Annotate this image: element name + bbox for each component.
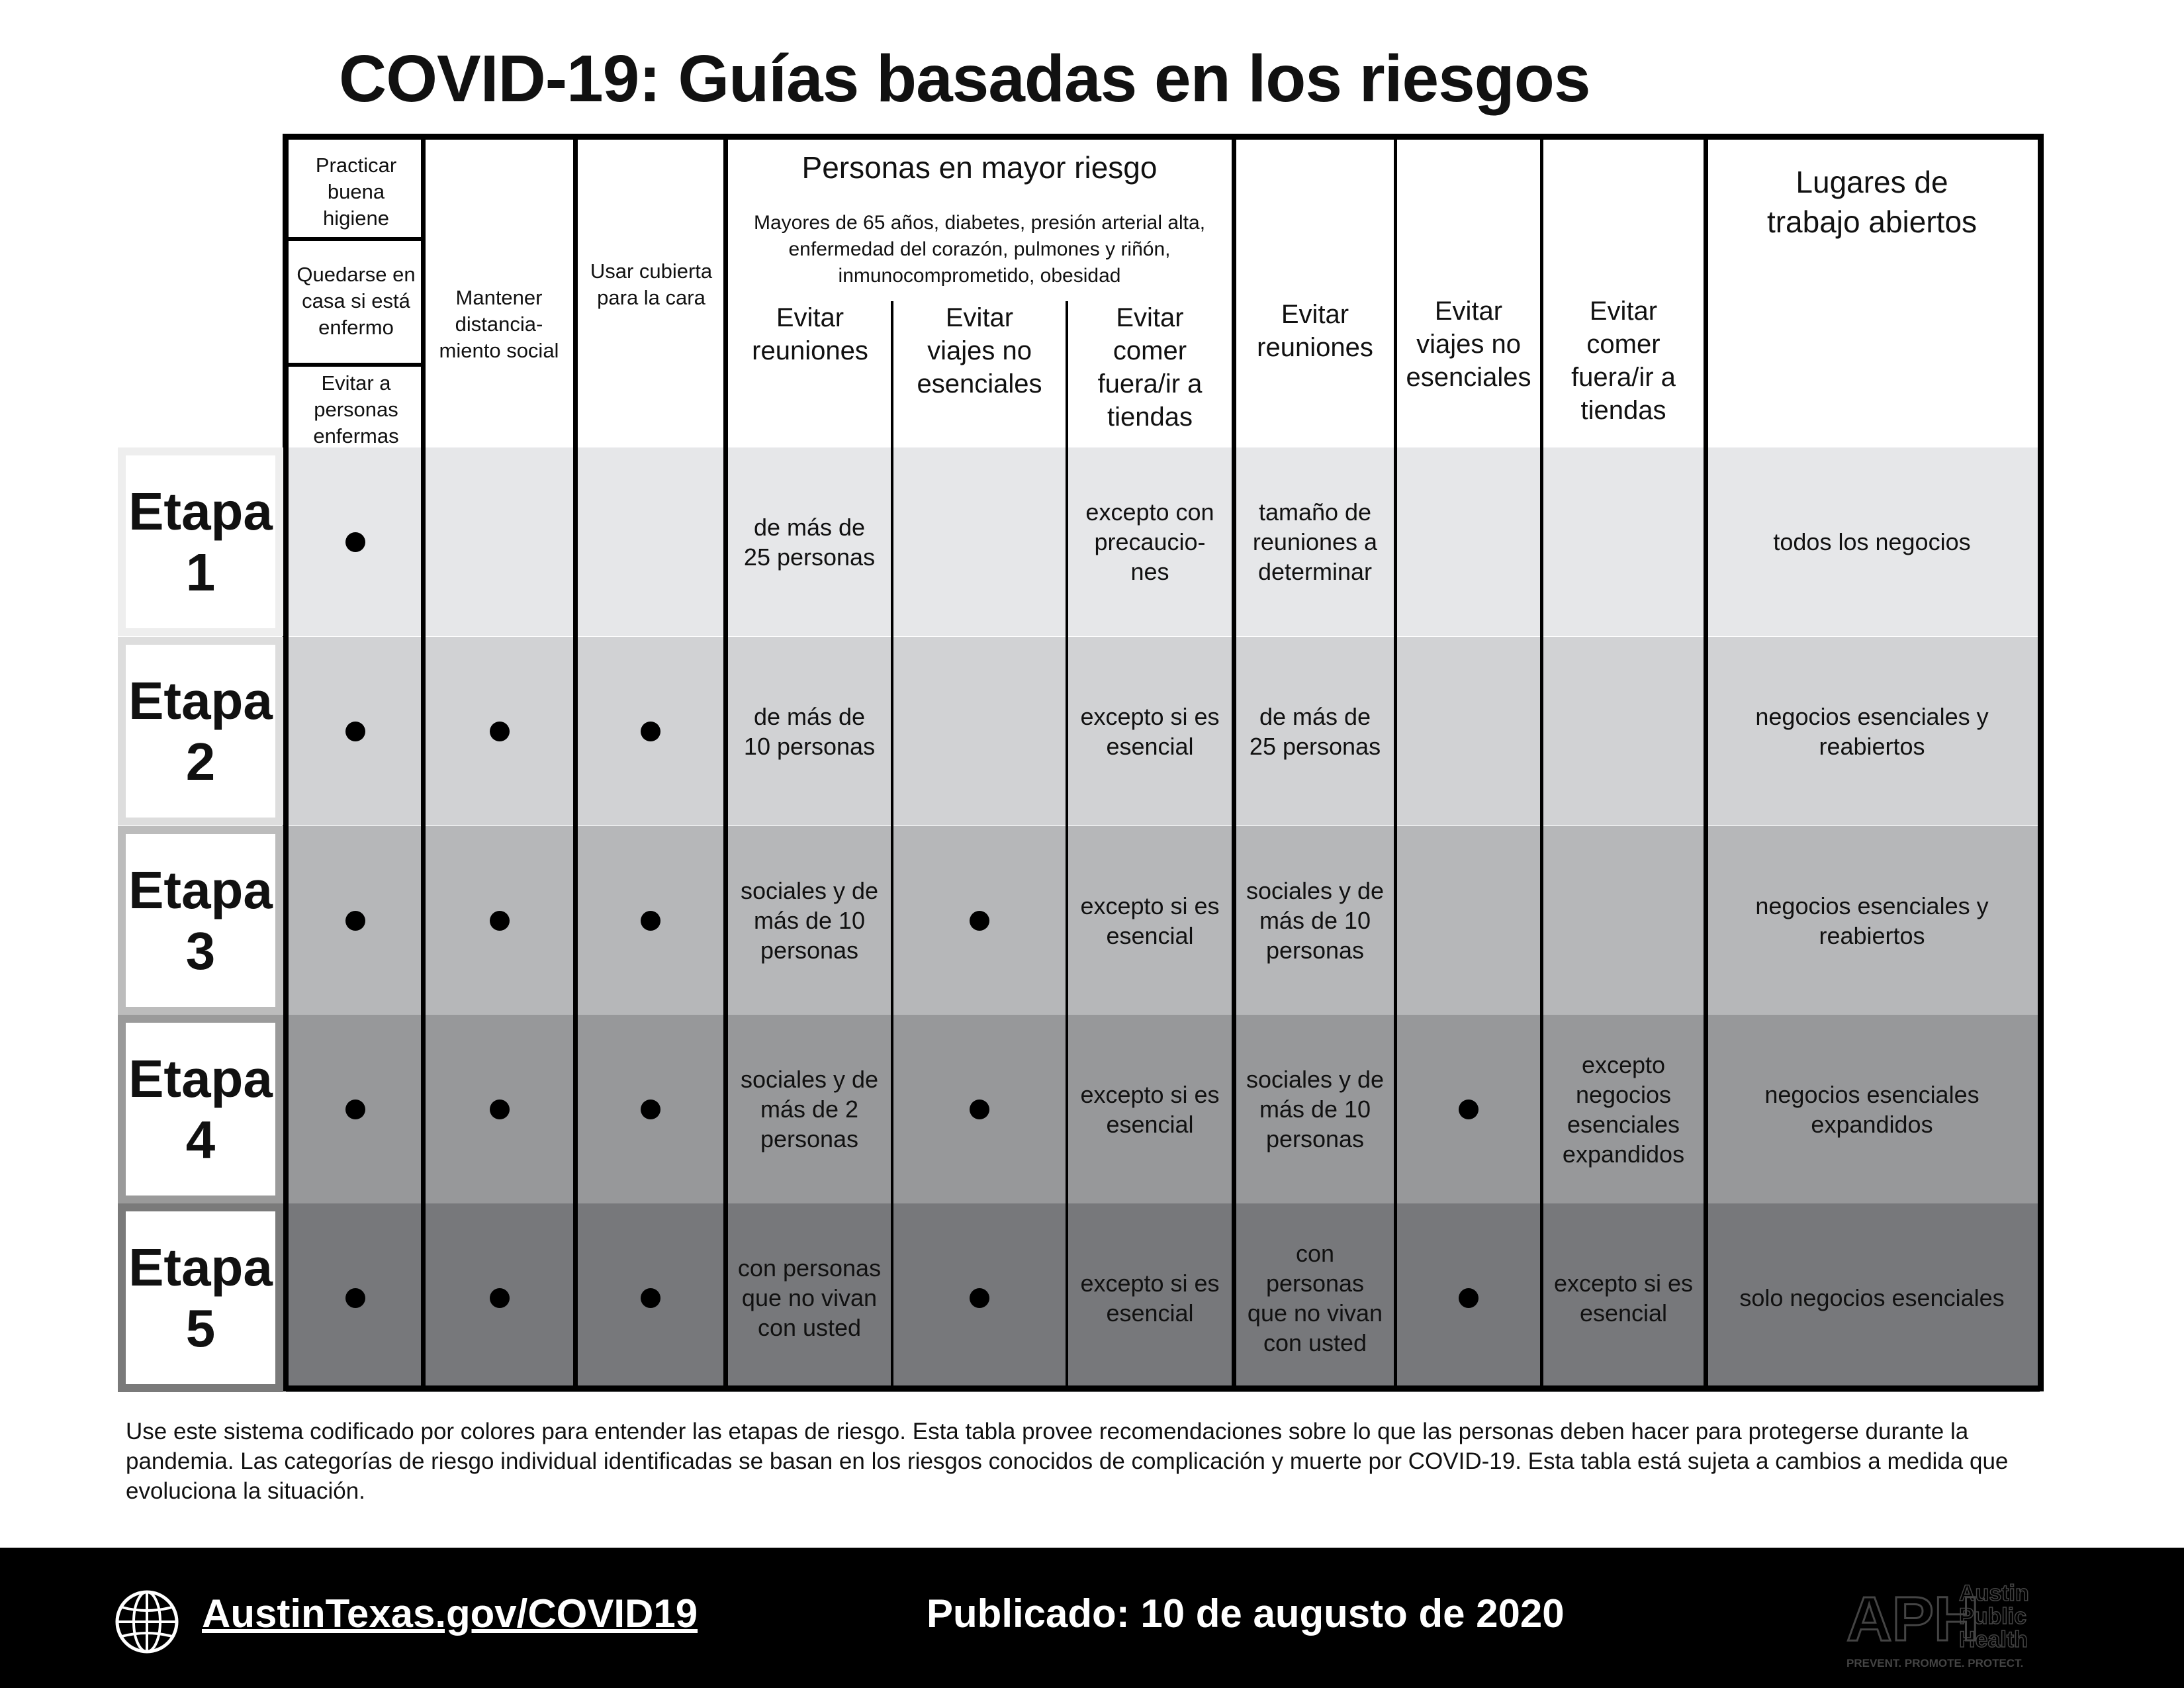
bullet-icon <box>490 722 510 741</box>
logo-abbrev: APH <box>1846 1584 1979 1654</box>
stage-number: 3 <box>185 921 216 980</box>
header-travel: Evitar viajes no esenciales <box>1406 297 1531 392</box>
header-distancing: Mantener distancia-miento social <box>439 286 559 362</box>
gen_gatherings-text-stage-4: sociales y de más de 10 personas <box>1246 1066 1385 1152</box>
workplaces-text-stage-4: negocios esenciales expandidos <box>1764 1080 1979 1138</box>
header-gatherings: Evitar reuniones <box>1257 300 1373 362</box>
header-avoid-sick: Evitar a personas enfermas <box>313 371 399 447</box>
header-high-risk: Personas en mayor riesgo <box>801 150 1158 185</box>
svg-text:Austin: Austin <box>1959 1581 2029 1606</box>
gen_gatherings-text-stage-3: sociales y de más de 10 personas <box>1246 877 1385 964</box>
hr_gatherings-text-stage-1: de más de 25 personas <box>743 513 876 571</box>
gen_travel-empty-stage-3 <box>1397 826 1540 1015</box>
hygiene-dot-stage-5 <box>290 1203 421 1392</box>
stage-label-4 <box>118 1015 283 1203</box>
bullet-icon <box>490 1100 510 1119</box>
hr_travel-dot-stage-5 <box>893 1203 1066 1392</box>
bullet-icon <box>970 1100 989 1119</box>
face_cover-empty-stage-1 <box>578 447 723 636</box>
gen_dining-empty-stage-1 <box>1543 447 1704 636</box>
header-dining: Evitar comer fuera/ir a tiendas <box>1571 297 1676 425</box>
stage-number: 5 <box>185 1298 216 1358</box>
published-date: Publicado: 10 de augusto de 2020 <box>927 1591 1565 1636</box>
hr_travel-empty-stage-1 <box>893 447 1066 636</box>
face_cover-dot-stage-4 <box>578 1015 723 1203</box>
hr_dining-text-stage-5: excepto si es esencial <box>1080 1269 1220 1327</box>
svg-text:Public: Public <box>1959 1604 2027 1629</box>
hygiene-dot-stage-4 <box>290 1015 421 1203</box>
stage-word: Etapa <box>128 481 273 541</box>
covid-url-link[interactable]: AustinTexas.gov/COVID19 <box>202 1591 698 1636</box>
face_cover-dot-stage-3 <box>578 826 723 1015</box>
bullet-icon <box>970 911 989 931</box>
header-hr-travel: Evitar viajes no esenciales <box>917 303 1042 399</box>
hr_gatherings-text-stage-4: sociales y de más de 2 personas <box>740 1066 879 1152</box>
bullet-icon <box>345 722 365 741</box>
hr_travel-empty-stage-2 <box>893 637 1066 825</box>
stage-word: Etapa <box>128 1237 273 1297</box>
bullet-icon <box>641 1100 660 1119</box>
hr_dining-text-stage-3: excepto si es esencial <box>1080 892 1220 949</box>
stage-label-3 <box>118 826 283 1015</box>
distancing-dot-stage-5 <box>426 1203 573 1392</box>
gen_gatherings-text-stage-2: de más de 25 personas <box>1249 702 1381 760</box>
page-title: COVID-19: Guías basadas en los riesgos <box>339 42 1590 116</box>
bullet-icon <box>490 1288 510 1308</box>
distancing-dot-stage-4 <box>426 1015 573 1203</box>
hygiene-dot-stage-3 <box>290 826 421 1015</box>
gen_travel-dot-stage-5 <box>1397 1203 1540 1392</box>
bullet-icon <box>345 1100 365 1119</box>
distancing-dot-stage-2 <box>426 637 573 825</box>
bullet-icon <box>641 911 660 931</box>
workplaces-text-stage-5: solo negocios esenciales <box>1739 1284 2005 1311</box>
hr_gatherings-text-stage-2: de más de 10 personas <box>743 702 876 760</box>
logo-tagline: PREVENT. PROMOTE. PROTECT. <box>1846 1657 2024 1669</box>
header-stay-home: Quedarse en casa si está enfermo <box>296 263 416 339</box>
hr_dining-text-stage-1: excepto con precaucio-nes <box>1085 498 1214 585</box>
bullet-icon <box>641 722 660 741</box>
bullet-icon <box>1459 1288 1479 1308</box>
face_cover-dot-stage-2 <box>578 637 723 825</box>
bullet-icon <box>1459 1100 1479 1119</box>
stage-label-2 <box>118 637 283 825</box>
gen_dining-empty-stage-2 <box>1543 637 1704 825</box>
hr_dining-text-stage-4: excepto si es esencial <box>1080 1080 1220 1138</box>
austin-public-health-logo <box>1846 1574 2052 1677</box>
hr_gatherings-text-stage-3: sociales y de más de 10 personas <box>740 877 879 964</box>
hr_dining-text-stage-2: excepto si es esencial <box>1080 702 1220 760</box>
hr_gatherings-text-stage-5: con personas que no vivan con usted <box>737 1254 882 1341</box>
header-hr-gatherings: Evitar reuniones <box>752 303 868 365</box>
stage-number: 2 <box>185 731 216 791</box>
bullet-icon <box>345 532 365 552</box>
bullet-icon <box>490 911 510 931</box>
hygiene-dot-stage-2 <box>290 637 421 825</box>
hr_travel-dot-stage-4 <box>893 1015 1066 1203</box>
workplaces-text-stage-3: negocios esenciales y reabiertos <box>1755 892 1989 949</box>
gen_travel-dot-stage-4 <box>1397 1015 1540 1203</box>
bullet-icon <box>345 1288 365 1308</box>
gen_travel-empty-stage-1 <box>1397 447 1540 636</box>
header-hygiene: Practicar buena higiene <box>315 154 397 230</box>
gen_travel-empty-stage-2 <box>1397 637 1540 825</box>
stage-number: 1 <box>185 542 216 602</box>
stage-number: 4 <box>185 1109 216 1169</box>
explanatory-note: Use este sistema codificado por colores para entender las etapas de riesgo. Esta tabla provee recomendaciones sobre lo que las personas deben hacer para protegerse durante la pandemia. Las categorías de riesgo individual identificadas se basan en los riesgos conocidos de complicación y muerte por COVID-19. Esta tabla está sujeta a cambios a medida que evoluciona la situación. <box>126 1419 2009 1504</box>
hygiene-dot-stage-1 <box>290 447 421 636</box>
workplaces-text-stage-1: todos los negocios <box>1773 528 1971 555</box>
header-face-cover: Usar cubierta para la cara <box>590 259 713 309</box>
bullet-icon <box>345 911 365 931</box>
hr_travel-dot-stage-3 <box>893 826 1066 1015</box>
stage-word: Etapa <box>128 860 273 919</box>
footer <box>0 1548 2184 1688</box>
workplaces-text-stage-2: negocios esenciales y reabiertos <box>1755 702 1989 760</box>
header-high-risk-desc: Mayores de 65 años, diabetes, presión arterial alta, enfermedad del corazón, pulmones y riñón, inmunocomprometido, obesidad <box>753 212 1206 287</box>
face_cover-dot-stage-5 <box>578 1203 723 1392</box>
header-workplaces: Lugares de trabajo abiertos <box>1766 165 1978 239</box>
header-hr-dining: Evitar comer fuera/ir a tiendas <box>1097 303 1203 432</box>
distancing-empty-stage-1 <box>426 447 573 636</box>
gen_dining-text-stage-4: excepto negocios esenciales expandidos <box>1562 1051 1685 1168</box>
stage-label-1 <box>118 447 283 636</box>
gen_gatherings-text-stage-5: con personas que no vivan con usted <box>1247 1239 1383 1356</box>
gen_dining-empty-stage-3 <box>1543 826 1704 1015</box>
stage-word: Etapa <box>128 671 273 730</box>
bullet-icon <box>970 1288 989 1308</box>
gen_gatherings-text-stage-1: tamaño de reuniones a determinar <box>1252 498 1378 585</box>
stage-label-5 <box>118 1203 283 1392</box>
gen_dining-text-stage-5: excepto si es esencial <box>1553 1269 1694 1327</box>
svg-text:Health: Health <box>1959 1627 2028 1652</box>
globe-icon <box>114 1589 180 1658</box>
distancing-dot-stage-3 <box>426 826 573 1015</box>
bullet-icon <box>641 1288 660 1308</box>
stage-word: Etapa <box>128 1049 273 1108</box>
